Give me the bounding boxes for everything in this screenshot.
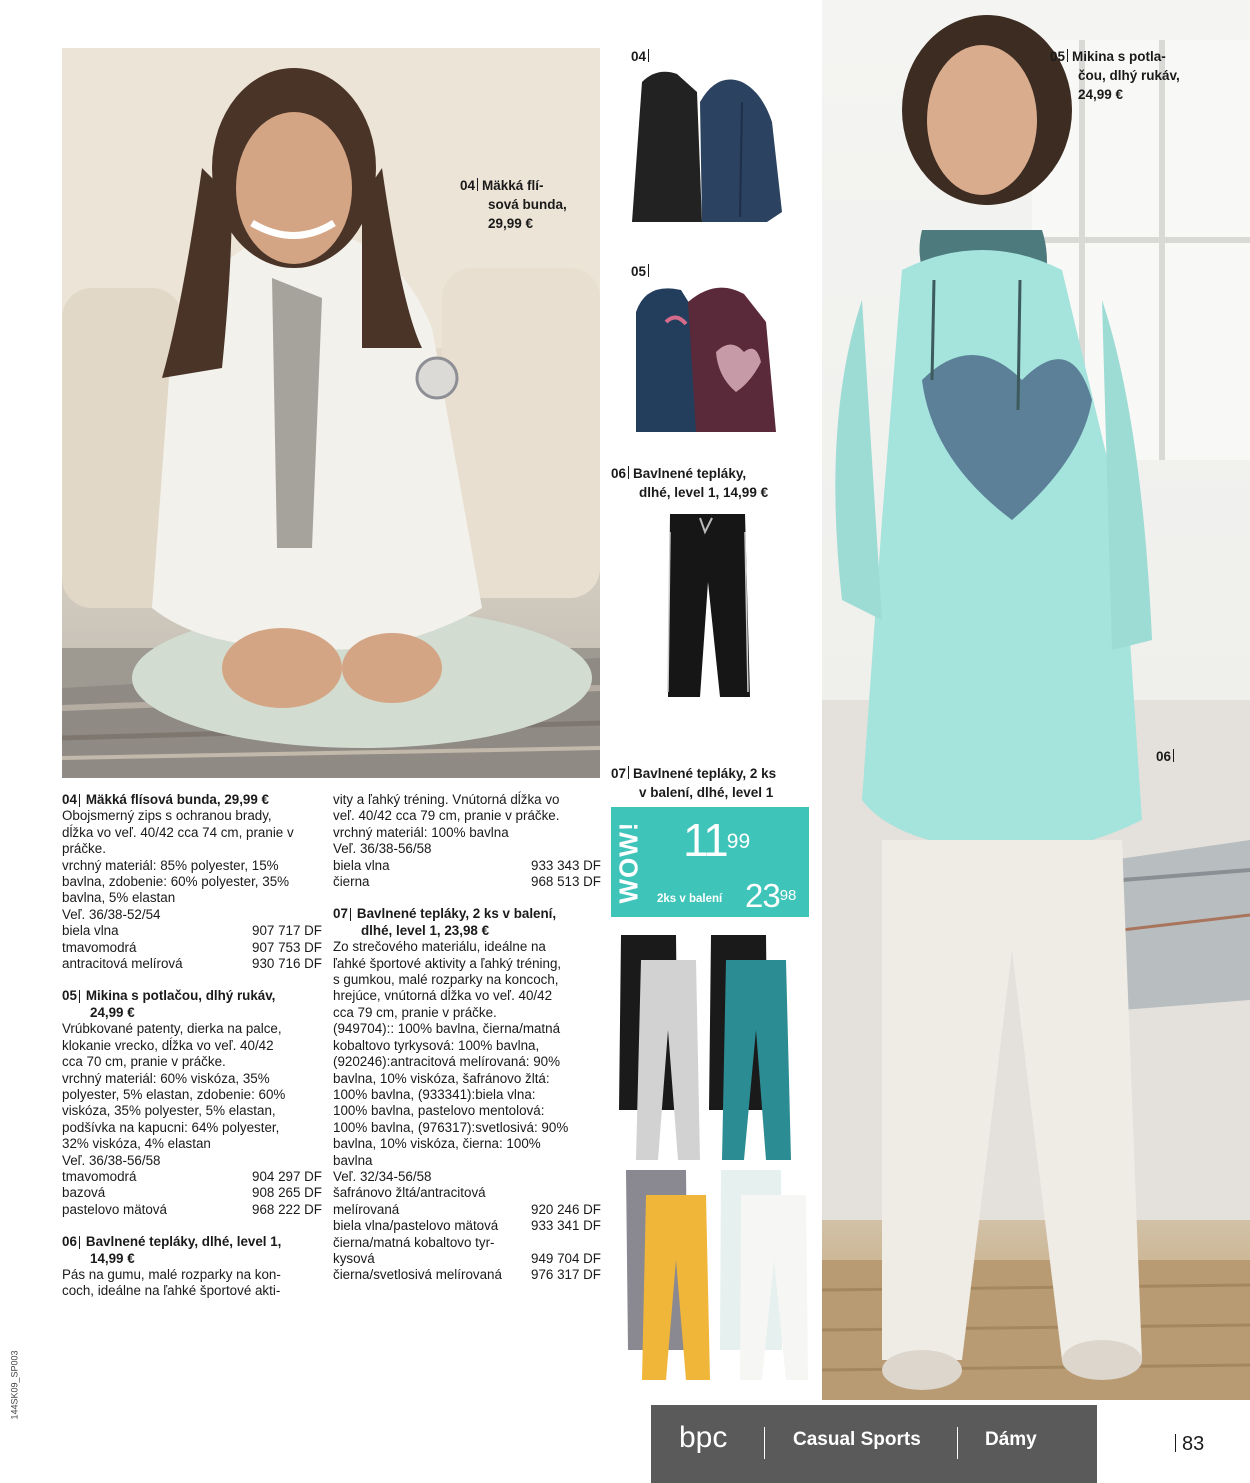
description-line: práčke. [62,841,106,857]
product-image-pants-06 [660,512,755,700]
variant-code: 949 704 DF [531,1250,601,1266]
wow-pack-price: $23^{98}$ [745,877,797,914]
variant-row [333,874,601,890]
description-line: vrchný materiál: 60% viskóza, 35% [62,1070,270,1086]
photo-fleece-jacket-model [62,48,600,778]
variant-code: 933 341 DF [531,1218,601,1234]
callout-number: 07 [611,766,627,781]
description-line: 100% bavlna, pastelovo mentolová: [333,1103,545,1119]
description-line: s gumkou, malé rozparky na koncoch, [333,972,559,988]
description-line: vity a ľahký tréning. Vnútorná dĺžka vo [333,792,560,807]
wow-pack-text: 2ks v balení [657,893,723,905]
product-heading-07: 07 Bavlnené tepláky, 2 ks v balení, [333,906,557,922]
callout-04-photo [460,176,567,233]
product-description-07 [333,939,601,1185]
description-line: coch, ideálne na ľahké športové akti- [62,1283,281,1299]
variant-code: 976 317 DF [531,1267,601,1283]
variant-row [62,956,322,972]
description-line: Pás na gumu, malé rozparky na kon- [62,1266,281,1282]
description-line: veľ. 40/42 cca 79 cm, pranie v práčke. [333,808,560,824]
variant-name: tmavomodrá [62,939,137,955]
callout-06-right [1156,747,1178,766]
callout-text: Bavlnené tepláky, [633,466,747,481]
variant-row [333,1218,601,1234]
callout-text: dlhé, level 1, 14,99 € [639,485,769,500]
variant-name: tmavomodrá [62,1168,137,1184]
wow-unit-price: $11^{99}$ [683,814,751,866]
footer-divider [764,1427,765,1459]
callout-price: 24,99 € [1078,87,1124,102]
callout-number: 04 [631,49,647,64]
callout-divider [648,264,649,277]
description-line: ľahké športové aktivity a ľahký tréning, [333,955,562,971]
description-line: 100% bavlna, (933341):biela vlna: [333,1086,536,1102]
description-line: kobaltovo tyrkysová: 100% bavlna, [333,1037,540,1053]
description-line: cca 70 cm, pranie v práčke. [62,1054,226,1070]
variant-row [62,1202,322,1218]
product-price-06: 14,99 € [90,1250,135,1266]
callout-07 [611,764,776,802]
variant-list-04 [62,923,322,972]
callout-05-side [631,262,653,281]
variant-list-05 [62,1169,322,1218]
product-description-05 [62,1021,322,1169]
callout-04-top [631,47,653,66]
description-line: vrchný materiál: 85% polyester, 15% [62,857,279,873]
variant-code: 907 753 DF [252,939,322,955]
variant-name: biela vlna [333,857,390,873]
catalog-code: 144SK09_SP003 [9,1350,20,1420]
variant-code: 930 716 DF [252,956,322,972]
variant-name: šafránovo žltá/antracitová [333,1185,486,1201]
description-line: klokanie vrecko, dĺžka vo veľ. 40/42 [62,1037,274,1053]
variant-name: bazová [62,1185,106,1201]
wow-label: WOW! [613,821,644,903]
variant-row [62,1185,322,1201]
photo-hoodie-model [822,0,1250,1400]
callout-divider [477,178,478,191]
callout-divider [1173,749,1174,762]
variant-row [333,1202,601,1218]
callout-price: 29,99 € [488,216,534,231]
callout-divider [628,466,629,479]
variant-code: 904 297 DF [252,1168,322,1184]
footer-divider [957,1427,958,1459]
description-line: Veľ. 36/38-56/58 [333,841,432,857]
variant-code: 920 246 DF [531,1201,601,1217]
product-price-07: dlhé, level 1, 23,98 € [361,922,490,938]
description-line: bavlna, 10% viskóza, čierna: 100% [333,1136,541,1152]
variant-name: čierna/matná kobaltovo tyr- [333,1234,495,1250]
footer-section: Casual Sports [793,1429,921,1450]
callout-number: 05 [631,264,647,279]
description-line: dĺžka vo veľ. 40/42 cca 74 cm, pranie v [62,824,294,840]
variant-name: čierna [333,874,370,890]
product-heading-04: 04 Mäkká flísová bunda, 29,99 € [62,792,269,807]
variant-code: 968 222 DF [252,1201,322,1217]
callout-text: Mäkká flí- [482,178,544,193]
page-number: 83 [1175,1433,1204,1456]
variant-code: 908 265 DF [252,1185,322,1201]
description-line: 100% bavlna, (976317):svetlosivá: 90% [333,1119,569,1135]
description-line: (920246):antracitová melírovaná: 90% [333,1054,561,1070]
description-line: bavlna, 5% elastan [62,890,176,906]
callout-number: 04 [460,178,476,193]
description-line: podšívka na kapucni: 64% polyester, [62,1119,280,1135]
variant-row [333,858,601,874]
product-heading-05: 05 Mikina s potlačou, dlhý rukáv, [62,988,276,1004]
description-line: Obojsmerný zips s ochranou brady, [62,808,272,824]
callout-number: 06 [1156,749,1172,764]
footer-category: Dámy [985,1429,1037,1450]
description-line: viskóza, 35% polyester, 5% elastan, [62,1103,276,1119]
product-description-04 [62,808,322,923]
callout-divider [648,49,649,62]
description-line: bavlna [333,1152,373,1168]
variant-row [333,1235,601,1251]
product-description-06-cont [333,792,601,858]
callout-text: Mikina s potla- [1072,49,1166,64]
description-line: polyester, 5% elastan, zdobenie: 60% [62,1086,286,1102]
callout-number: 06 [611,466,627,481]
product-image-hoodie [626,282,786,442]
callout-divider [628,766,629,779]
variant-name: čierna/svetlosivá melírovaná [333,1267,502,1283]
variant-row [333,1267,601,1283]
bpc-logo: bpc [679,1421,728,1454]
product-image-fleece-jacket [622,62,802,232]
variant-row [62,940,322,956]
callout-number: 05 [1050,49,1066,64]
description-line: vrchný materiál: 100% bavlna [333,824,509,840]
description-line: Zo strečového materiálu, ideálne na [333,939,546,955]
description-line: (949704):: 100% bavlna, čierna/matná [333,1021,561,1037]
wow-price-badge [611,807,809,917]
variant-code: 933 343 DF [531,857,601,873]
product-description-06 [62,1267,322,1300]
variant-list-07 [333,1185,601,1283]
variant-row [62,923,322,939]
callout-06 [611,464,768,502]
variant-code: 968 513 DF [531,874,601,890]
variant-name: pastelovo mätová [62,1201,167,1217]
description-line: Veľ. 36/38-56/58 [62,1152,161,1168]
description-line: bavlna, zdobenie: 60% polyester, 35% [62,874,290,890]
variant-name: kysová [333,1250,375,1266]
callout-text: čou, dlhý rukáv, [1078,68,1180,83]
callout-text: v balení, dlhé, level 1 [639,785,774,800]
product-heading-06: 06 Bavlnené tepláky, dlhé, level 1, [62,1234,282,1250]
variant-name: biela vlna [62,923,119,939]
product-text-column-2 [333,792,601,1284]
variant-row [62,1169,322,1185]
callout-divider [1067,49,1068,62]
variant-name: melírovaná [333,1201,400,1217]
callout-text: sová bunda, [488,197,567,212]
product-text-column-1 [62,792,322,1300]
product-price-05: 24,99 € [90,1004,135,1020]
description-line: Veľ. 36/38-52/54 [62,906,161,922]
callout-text: Bavlnené tepláky, 2 ks [633,766,777,781]
product-image-pants-07 [616,930,812,1388]
variant-row [333,1251,601,1267]
variant-name: antracitová melírová [62,956,183,972]
description-line: bavlna, 10% viskóza, šafránovo žltá: [333,1070,550,1086]
variant-code: 907 717 DF [252,923,322,939]
description-line: cca 79 cm, pranie v práčke. [333,1004,497,1020]
description-line: Veľ. 32/34-56/58 [333,1168,432,1184]
footer-bar [651,1405,1097,1483]
variant-row [333,1185,601,1201]
callout-05-right [1050,47,1180,104]
description-line: 32% viskóza, 4% elastan [62,1136,211,1152]
description-line: hrejúce, vnútorná dĺžka vo veľ. 40/42 [333,988,553,1004]
description-line: Vrúbkované patenty, dierka na palce, [62,1021,282,1037]
variant-list-06 [333,858,601,891]
variant-name: biela vlna/pastelovo mätová [333,1218,499,1234]
